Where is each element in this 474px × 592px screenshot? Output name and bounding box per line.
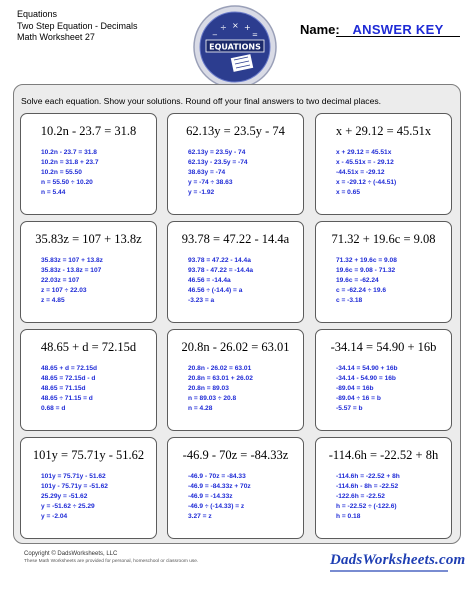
solution-step: x = -29.12 ÷ (-44.51) <box>336 179 397 186</box>
problem-equation: 93.78 = 47.22 - 14.4a <box>181 232 290 246</box>
solution-step: -44.51x = -29.12 <box>336 169 385 176</box>
svg-text:×: × <box>232 21 239 30</box>
solution-steps <box>188 148 248 198</box>
worksheet-title: Equations <box>17 9 58 19</box>
solution-steps <box>41 148 99 198</box>
solution-steps <box>188 256 253 306</box>
solution-step: -34.14 - 54.90 = 16b <box>336 375 396 382</box>
problem-card <box>315 437 452 539</box>
solution-step: c = -3.18 <box>336 297 363 304</box>
problem-equation: 35.83z = 107 + 13.8z <box>35 232 142 246</box>
usage-notice: These Math Worksheets are provided for personal, homeschool or classroom use. <box>24 559 199 564</box>
problem-equation: 71.32 + 19.6c = 9.08 <box>331 232 436 246</box>
solution-steps <box>336 256 397 306</box>
solution-step: -89.04 ÷ 16 = b <box>336 395 381 402</box>
solution-step: -114.6h = -22.52 + 8h <box>336 473 400 480</box>
problem-equation: -34.14 = 54.90 + 16b <box>330 340 437 354</box>
problem-grid <box>20 113 452 539</box>
solution-step: -89.04 = 16b <box>336 385 374 392</box>
solution-steps <box>188 472 251 522</box>
solution-step: h = 0.18 <box>336 513 361 520</box>
svg-text:+: + <box>244 23 251 32</box>
solution-step: z = 107 ÷ 22.03 <box>41 287 87 294</box>
answer-key-label: ANSWER KEY <box>352 22 444 37</box>
solution-step: 101y = 75.71y - 51.62 <box>41 473 106 480</box>
problem-card <box>315 329 452 431</box>
solution-step: 10.2n - 23.7 = 31.8 <box>41 149 97 156</box>
problem-card <box>167 437 304 539</box>
name-label: Name: <box>300 22 340 37</box>
svg-text:=: = <box>252 31 258 39</box>
solution-step: 48.65 = 72.15d - d <box>41 375 96 382</box>
solution-step: h = -22.52 ÷ (-122.6) <box>336 503 397 510</box>
solution-step: -5.57 = b <box>336 405 363 412</box>
solution-step: 20.8n = 89.03 <box>188 385 229 392</box>
solution-step: 46.56 ÷ (-14.4) = a <box>188 287 243 294</box>
logo-text: EQUATIONS <box>209 42 261 52</box>
solution-steps <box>41 256 103 306</box>
solution-step: 19.6c = -62.24 <box>336 277 379 284</box>
solution-step: 101y - 75.71y = -51.62 <box>41 483 108 490</box>
svg-text:÷: ÷ <box>220 23 227 32</box>
problem-equation: 48.65 + d = 72.15d <box>40 340 137 354</box>
problem-equation: x + 29.12 = 45.51x <box>335 124 432 138</box>
solution-step: 22.03z = 107 <box>41 277 80 284</box>
worksheet-subtitle: Two Step Equation - Decimals <box>17 20 138 31</box>
problem-equation: 62.13y = 23.5y - 74 <box>186 124 285 138</box>
problem-card <box>20 329 157 431</box>
name-field <box>336 21 460 37</box>
problem-card <box>167 329 304 431</box>
solution-step: n = 4.28 <box>188 405 213 412</box>
solution-step: 35.83z - 13.8z = 107 <box>41 267 102 274</box>
solution-steps <box>336 364 398 414</box>
copyright-block <box>24 550 198 566</box>
solution-step: -3.23 = a <box>188 297 215 304</box>
problem-card <box>20 113 157 215</box>
solution-step: n = 5.44 <box>41 189 66 196</box>
worksheet-info <box>17 9 138 44</box>
problem-equation: 101y = 75.71y - 51.62 <box>32 448 145 462</box>
problem-card <box>315 113 452 215</box>
worksheet-header <box>0 0 474 90</box>
solution-step: 3.27 = z <box>188 513 212 520</box>
problem-equation: -114.6h = -22.52 + 8h <box>328 448 439 462</box>
problem-card <box>167 113 304 215</box>
solution-step: x = 0.65 <box>336 189 361 196</box>
solution-step: -46.9 - 70z = -84.33 <box>188 473 246 480</box>
solution-step: 48.65 = 71.15d <box>41 385 86 392</box>
solution-step: x - 45.51x = - 29.12 <box>336 159 394 166</box>
solution-step: 35.83z = 107 + 13.8z <box>41 257 103 264</box>
solution-steps <box>336 148 396 198</box>
solution-steps <box>41 472 108 522</box>
solution-step: 93.78 - 47.22 = -14.4a <box>188 267 254 274</box>
solution-steps <box>188 364 253 414</box>
solution-step: 19.6c = 9.08 - 71.32 <box>336 267 396 274</box>
solution-step: 25.29y = -51.62 <box>41 493 88 500</box>
problem-card <box>20 437 157 539</box>
solution-step: 0.68 = d <box>41 405 66 412</box>
solution-step: y = -74 ÷ 38.63 <box>188 179 233 186</box>
equations-logo-icon <box>192 4 278 90</box>
problem-card <box>167 221 304 323</box>
solution-step: 48.65 + d = 72.15d <box>41 365 98 372</box>
solution-step: 93.78 = 47.22 - 14.4a <box>188 257 251 264</box>
worksheet-number: Math Worksheet 27 <box>17 32 95 42</box>
solution-step: z = 4.85 <box>41 297 65 304</box>
problem-equation: -46.9 - 70z = -84.33z <box>182 448 289 462</box>
brand-logo <box>330 552 465 572</box>
solution-step: 71.32 + 19.6c = 9.08 <box>336 257 397 264</box>
solution-step: -34.14 = 54.90 + 16b <box>336 365 398 372</box>
problem-card <box>315 221 452 323</box>
brand-underline <box>330 570 448 572</box>
problem-card <box>20 221 157 323</box>
solution-step: y = -51.62 ÷ 25.29 <box>41 503 95 510</box>
solution-step: -46.9 = -14.33z <box>188 493 233 500</box>
problem-equation: 10.2n - 23.7 = 31.8 <box>40 124 137 138</box>
solution-step: 10.2n = 31.8 + 23.7 <box>41 159 99 166</box>
solution-step: 38.63y = -74 <box>188 169 226 176</box>
solution-step: 20.8n = 63.01 + 26.02 <box>188 375 253 382</box>
copyright-text: Copyright © DadsWorksheets, LLC <box>24 551 118 557</box>
solution-step: 62.13y = 23.5y - 74 <box>188 149 246 156</box>
svg-text:−: − <box>212 31 218 39</box>
solution-step: -114.6h - 8h = -22.52 <box>336 483 399 490</box>
solution-step: -46.9 = -84.33z + 70z <box>188 483 251 490</box>
solution-step: -122.6h = -22.52 <box>336 493 385 500</box>
instructions: Solve each equation. Show your solutions. Round off your final answers to two decimal places. <box>21 96 382 106</box>
solution-step: c = -62.24 ÷ 19.6 <box>336 287 386 294</box>
solution-step: 46.56 = -14.4a <box>188 277 231 284</box>
solution-steps <box>336 472 400 522</box>
brand-text: DadsWorksheets.com <box>330 552 466 568</box>
solution-step: y = -2.04 <box>41 513 68 520</box>
solution-step: n = 89.03 ÷ 20.8 <box>188 395 237 402</box>
solution-steps <box>41 364 97 414</box>
solution-step: 48.65 ÷ 71.15 = d <box>41 395 93 402</box>
solution-step: -46.9 ÷ (-14.33) = z <box>188 503 245 510</box>
worksheet-footer <box>0 546 474 592</box>
solution-step: 20.8n - 26.02 = 63.01 <box>188 365 252 372</box>
solution-step: 62.13y - 23.5y = -74 <box>188 159 248 166</box>
solution-step: x + 29.12 = 45.51x <box>336 149 392 156</box>
solution-step: 10.2n = 55.50 <box>41 169 82 176</box>
solution-step: n = 55.50 ÷ 10.20 <box>41 179 93 186</box>
problem-equation: 20.8n - 26.02 = 63.01 <box>181 340 290 354</box>
solution-step: y = -1.92 <box>188 189 215 196</box>
